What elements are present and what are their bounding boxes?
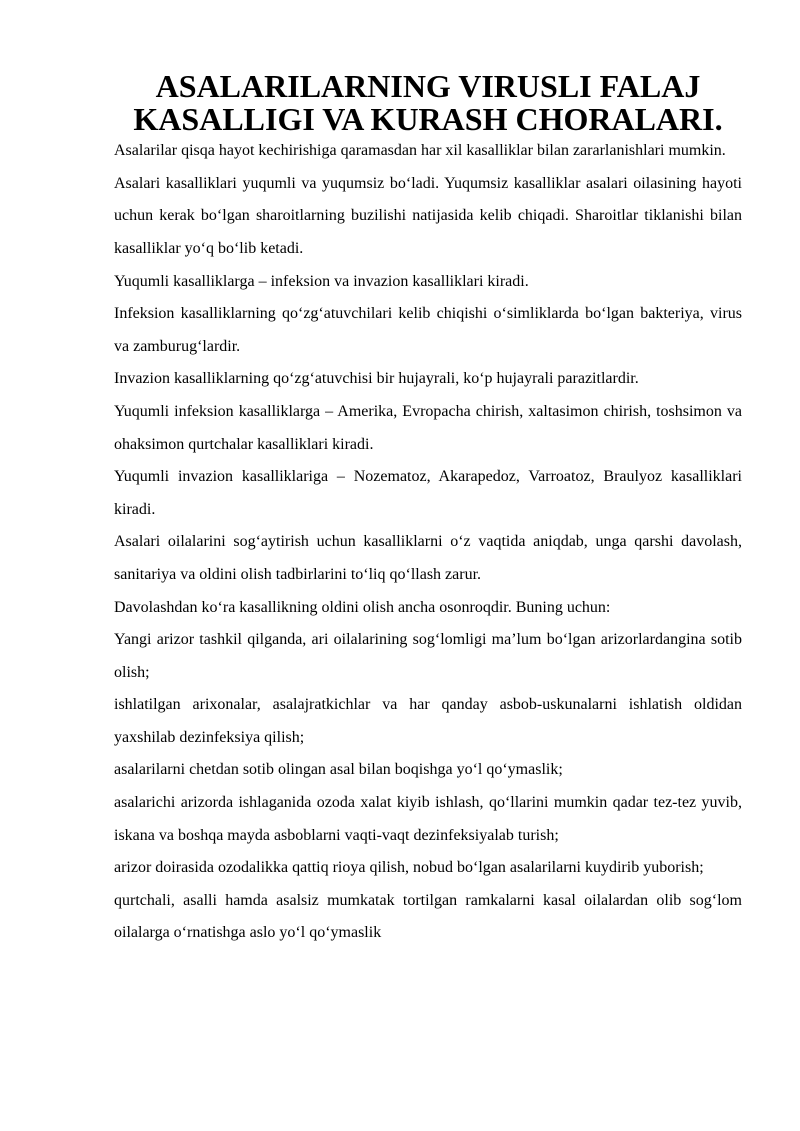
document-title: ASALARILARNING VIRUSLI FALAJ KASALLIGI VA KURASH CHORALARI. (133, 68, 723, 137)
paragraph-invasion-list: Yuqumli invazion kasalliklariga – Nozematoz, Akarapedoz, Varroatoz, Braulyoz kasalliklari kiradi. (114, 468, 742, 518)
paragraph-infectious-groups: Yuqumli kasalliklarga – infeksion va invazion kasalliklari kiradi. (114, 272, 529, 290)
paragraph-infection-list: Yuqumli infeksion kasalliklarga – Amerika, Evropacha chirish, xaltasimon chirish, toshsimon va ohaksimon qurtchalar kasalliklari kiradi. (114, 402, 742, 453)
paragraph-prevention-intro: Davolashdan ko‘ra kasallikning oldini olish ancha osonroqdir. Buning uchun: (114, 598, 611, 616)
paragraph-intro: Asalarilar qisqa hayot kechirishiga qaramasdan har xil kasalliklar bilan zararlanishlari mumkin. (114, 142, 726, 160)
document-page (114, 70, 742, 950)
list-item-disinfect-tools: ishlatilgan arixonalar, asalajratkichlar va har qanday asbob-uskunalarni ishlatish oldidan yaxshilab dezinfeksiya qilish; (114, 696, 742, 746)
list-item-frame-transfer: qurtchali, asalli hamda asalsiz mumkatak tortilgan ramkalarni kasal oilalardan olib sog‘lom oilalarga o‘rnatishga aslo yo‘l qo‘ymaslik (114, 891, 742, 942)
paragraph-treatment: Asalari oilalarini sog‘aytirish uchun kasalliklarni o‘z vaqtida aniqdab, unga qarshi davolash, sanitariya va oldini olish tadbirlarini to‘liq qo‘llash zarur. (114, 533, 742, 583)
list-item-apiary-cleanliness: arizor doirasida ozodalikka qattiq rioya qilish, nobud bo‘lgan asalarilarni kuydirib yuborish; (114, 859, 704, 877)
paragraph-infection-agents: Infeksion kasalliklarning qo‘zg‘atuvchilari kelib chiqishi o‘simliklarda bo‘lgan bakteriya, virus va zamburug‘lardir. (114, 305, 742, 355)
list-item-beekeeper-hygiene: asalarichi arizorda ishlaganida ozoda xalat kiyib ishlash, qo‘llarini mumkin qadar tez-tez yuvib, iskana va boshqa mayda asboblarni vaqti-vaqt dezinfeksiyalab turish; (114, 794, 742, 844)
paragraph-invasion-agents: Invazion kasalliklarning qo‘zg‘atuvchisi bir hujayrali, ko‘p hujayrali parazitlardir. (114, 370, 639, 388)
paragraph-disease-types: Asalari kasalliklari yuqumli va yuqumsiz bo‘ladi. Yuqumsiz kasalliklar asalari oilasining hayoti uchun kerak bo‘lgan sharoitlarning buzilishi natijasida kelib chiqadi. Sharoitlar tiklanishi bilan kasalliklar yo‘q bo‘lib ketadi. (114, 174, 742, 257)
list-item-honey-feeding: asalarilarni chetdan sotib olingan asal bilan boqishga yo‘l qo‘ymaslik; (114, 761, 563, 779)
list-item-new-apiary: Yangi arizor tashkil qilganda, ari oilalarining sog‘lomligi ma’lum bo‘lgan arizorlardangina sotib olish; (114, 631, 742, 681)
